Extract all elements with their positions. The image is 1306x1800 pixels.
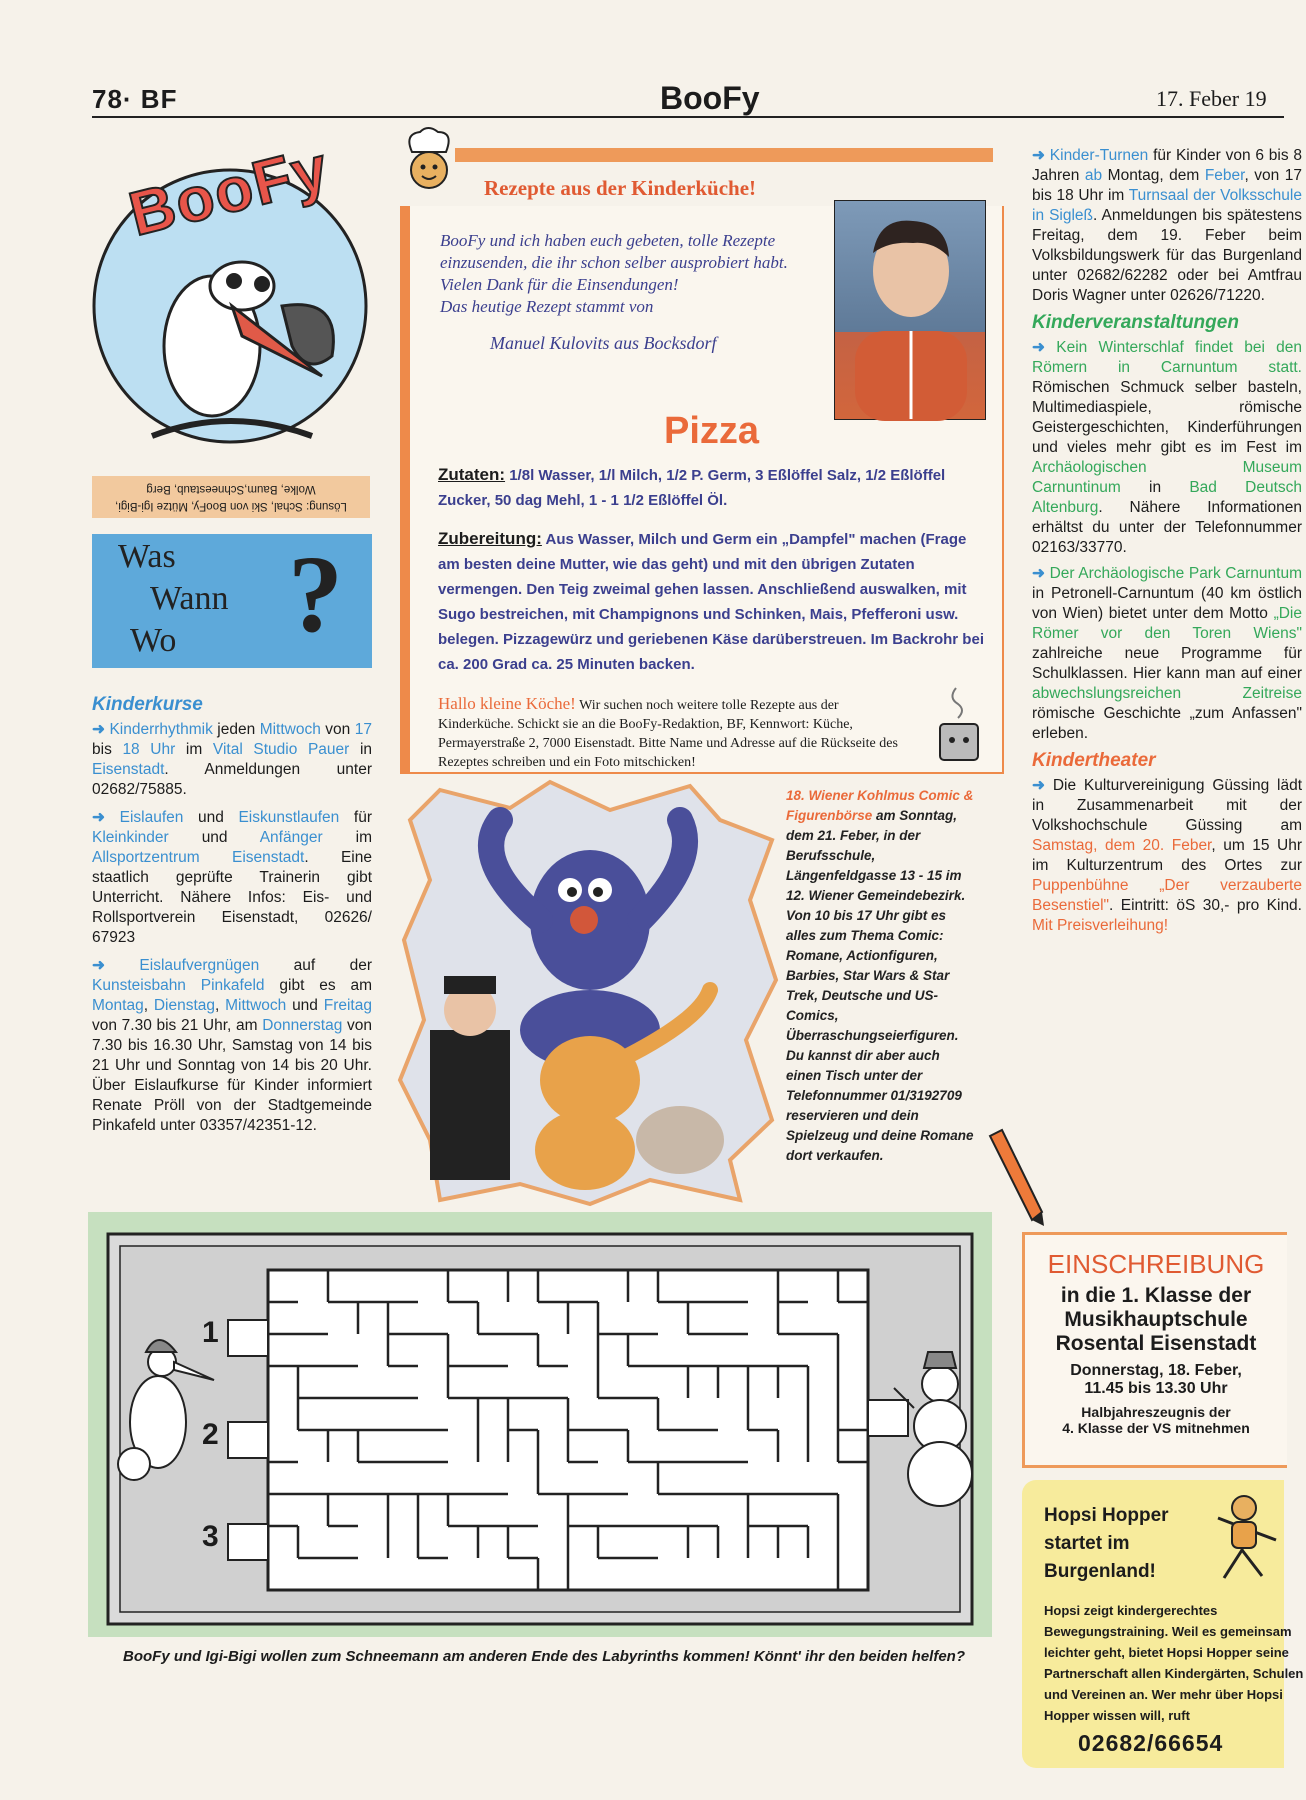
hopsi-text: Hopsi zeigt kindergerechtes Bewegungstraining. Weil es gemeinsam leichter geht, bietet Hopsi Hopper seine Partnerschaft allen Kindergärten, Schulen und Vereinen an. Wer mehr über Hopsi Hopper wissen will, ruft	[1044, 1603, 1304, 1723]
boofy-logo	[92, 133, 374, 466]
recipe-preparation: Zubereitung: Aus Wasser, Milch und Germ ein „Dampfel" machen (Frage am besten deine Mutter, wie das geht) und mit den übrigen Zutaten vermengen. Den Teig zweimal gehen lassen. Anschließend auswalken, mit Sugo bestreichen, mit Champignons und Schinken, Mais, Pfefferoni usw. belegen. Pizzagewürz und geriebenen Käse darüberstreuen. Im Backrohr bei ca. 200 Grad ca. 25 Minuten backen.	[438, 529, 984, 673]
chef-icon	[400, 124, 458, 194]
eislaufvergnuegen-entry: ➜ Eislaufvergnügen auf der Kunsteisbahn Pinkafeld gibt es am Montag, Dienstag, Mittwoch und Freitag von 7.30 bis 21 Uhr, am Donnerstag von 7.30 bis 16.30 Uhr, Samstag von 14 bis 21 Uhr und Sonntag von 14 bis 20 Uhr. Über Eislaufkurse für Kinder informiert Renate Pröll von der Stadtgemeinde Pinkafeld unter 03357/42351-12.	[92, 957, 373, 1134]
carnuntum-park-entry: ➜ Der Archäologische Park Carnuntum in Petronell-Carnuntum (40 km östlich von Wien) bietet unter dem Motto „Die Römer vor den Toren Wiens" zahlreiche neue Programme für Schulklassen. Hier kann man auf einer abwechslungsreichen Zeitreise römische Geschichte „zum Anfassen" erleben.	[1032, 565, 1302, 742]
author-photo	[834, 200, 986, 420]
hopsi-hopper-box	[1022, 1480, 1304, 1768]
einschreibung-title: EINSCHREIBUNG	[1047, 1249, 1265, 1279]
issue-date: 17. Feber 19	[1156, 86, 1267, 111]
maze-caption: BooFy und Igi-Bigi wollen zum Schneemann am anderen Ende des Labyrinths kommen! Könnt' ihr den beiden helfen?	[123, 1648, 965, 1665]
recipe-call: Hallo kleine Köche! Wir suchen noch weitere tolle Rezepte aus der Kinderküche. Schickt sie an die BooFy-Redaktion, BF, Kennwort: Küche, Permayerstraße 2, 7000 Eisenstadt. Bitte Name und Adresse auf die Rückseite des Rezeptes schreiben und ein Foto mitschicken!	[438, 694, 898, 770]
pencil-icon	[986, 1128, 1046, 1228]
hopsi-title: Hopsi Hopper startet im Burgenland!	[1044, 1505, 1169, 1582]
kindertheater-heading: Kindertheater	[1032, 750, 1156, 771]
maze-puzzle	[88, 1212, 992, 1637]
recipe-top-bar	[455, 148, 993, 162]
eislaufen-entry: ➜ Eislaufen und Eiskunstlaufen für Kleinkinder und Anfänger im Allsportzentrum Eisenstadt. Eine staatlich geprüfte Trainerin gibt Unterricht. Nähere Infos: Eis- und Rollsportverein Eisenstadt, 02626/ 67923	[92, 809, 372, 946]
header-rule	[92, 116, 1284, 118]
maze-start-2: 2	[202, 1418, 219, 1451]
maze-start-1: 1	[202, 1316, 219, 1349]
recipe-ingredients: Zutaten: 1/8l Wasser, 1/l Milch, 1/2 P. Germ, 3 Eßlöffel Salz, 1/2 Eßlöffel Zucker, 50 dag Mehl, 1 - 1 1/2 Eßlöffel Öl.	[438, 465, 946, 509]
recipe-author: Manuel Kulovits aus Bocksdorf	[490, 333, 717, 353]
comic-event-text: 18. Wiener Kohlmus Comic & Figurenbörse am Sonntag, dem 21. Feber, in der Berufsschule, Längenfeldgasse 13 - 15 im 12. Wiener Gemeindebezirk. Von 10 bis 17 Uhr gibt es alles zum Thema Comic: Romane, Actionfiguren, Barbies, Star Wars & Star Trek, Deutsche und US-Comics, Überraschungseierfiguren. Du kannst dir aber auch einen Tisch unter der Telefonnummer 01/3192709 reservieren und dein Spielzeug und deine Romane dort verkaufen.	[786, 788, 974, 1163]
kinderkurse-section	[92, 694, 372, 1144]
kinder-turnen-entry: ➜ Kinder-Turnen für Kinder von 6 bis 8 Jahren ab Montag, dem Feber, von 17 bis 18 Uhr im Turnsaal der Volksschule in Sigleß. Anmeldungen bis spätestens Freitag, dem 19. Feber beim Volksbildungswerk für das Burgenland unter 02682/62282 oder bei Amtfrau Doris Wagner unter 02626/71220.	[1032, 147, 1303, 304]
toaster-icon	[936, 684, 982, 766]
page-number: 78· BF	[92, 84, 178, 114]
kinderveranstaltungen-heading: Kinderveranstaltungen	[1032, 312, 1239, 333]
page-title: BooFy	[660, 80, 760, 116]
kinderrhythmik-entry: ➜ Kinderrhythmik jeden Mittwoch von 17 bis 18 Uhr im Vital Studio Pauer in Eisenstadt. Anmeldungen unter 02682/75885.	[92, 721, 373, 798]
puppenbuehne-entry: ➜ Die Kulturvereinigung Güssing lädt in Zusammenarbeit mit der Volkshochschule Güssing am Samstag, dem 20. Feber, um 15 Uhr im Kulturzentrum des Ortes zur Puppenbühne „Der verzauberte Besenstiel". Eintritt: öS 30,- pro Kind. Mit Preisverleihung!	[1032, 777, 1302, 934]
recipe-intro: BooFy und ich haben euch gebeten, tolle Rezepte einzusenden, die ihr schon selber ausprobiert habt. Vielen Dank für die Einsendungen! Das heutige Rezept stammt von Manuel Kulovits aus Bocksdorf	[440, 230, 818, 354]
labyrinth-icon	[88, 1212, 992, 1637]
einschreibung-box: EINSCHREIBUNG in die 1. Klasse der Musikhauptschule Rosental Eisenstadt Donnerstag, 18. Feber, 11.45 bis 13.30 Uhr Halbjahreszeugnis der 4. Klasse der VS mitnehmen	[1022, 1232, 1287, 1468]
kinderkurse-heading: Kinderkurse	[92, 694, 203, 715]
logo-text: BooFy	[122, 133, 337, 250]
puzzle-solution: Lösung: Schal, Ski von BooFy, Mütze Igi-Bigi, Wolke, Baum,Schneestaub, Berg	[92, 476, 370, 518]
maze-start-3: 3	[202, 1520, 219, 1553]
right-events-column	[1032, 146, 1303, 1226]
recipe-title: Rezepte aus der Kinderküche!	[484, 176, 757, 200]
dish-title: Pizza	[664, 410, 760, 452]
comic-figures-photo	[400, 780, 776, 1204]
hopsi-figure-icon	[1198, 1488, 1284, 1588]
roemer-entry: ➜ Kein Winterschlaf findet bei den Römern in Carnuntum statt. Römischen Schmuck selber basteln, Multimediaspiele, römische Geistergeschichten, Kinderführungen und vieles mehr gibt es im Fest im Archäologischen Museum Carnuntinum in Bad Deutsch Altenburg. Nähere Informationen erhältst du unter der Telefonnummer 02163/33770.	[1032, 339, 1303, 556]
was-wann-wo-banner: Was Wann Wo ?	[92, 534, 372, 668]
hopsi-phone: 02682/66654	[1078, 1730, 1224, 1756]
